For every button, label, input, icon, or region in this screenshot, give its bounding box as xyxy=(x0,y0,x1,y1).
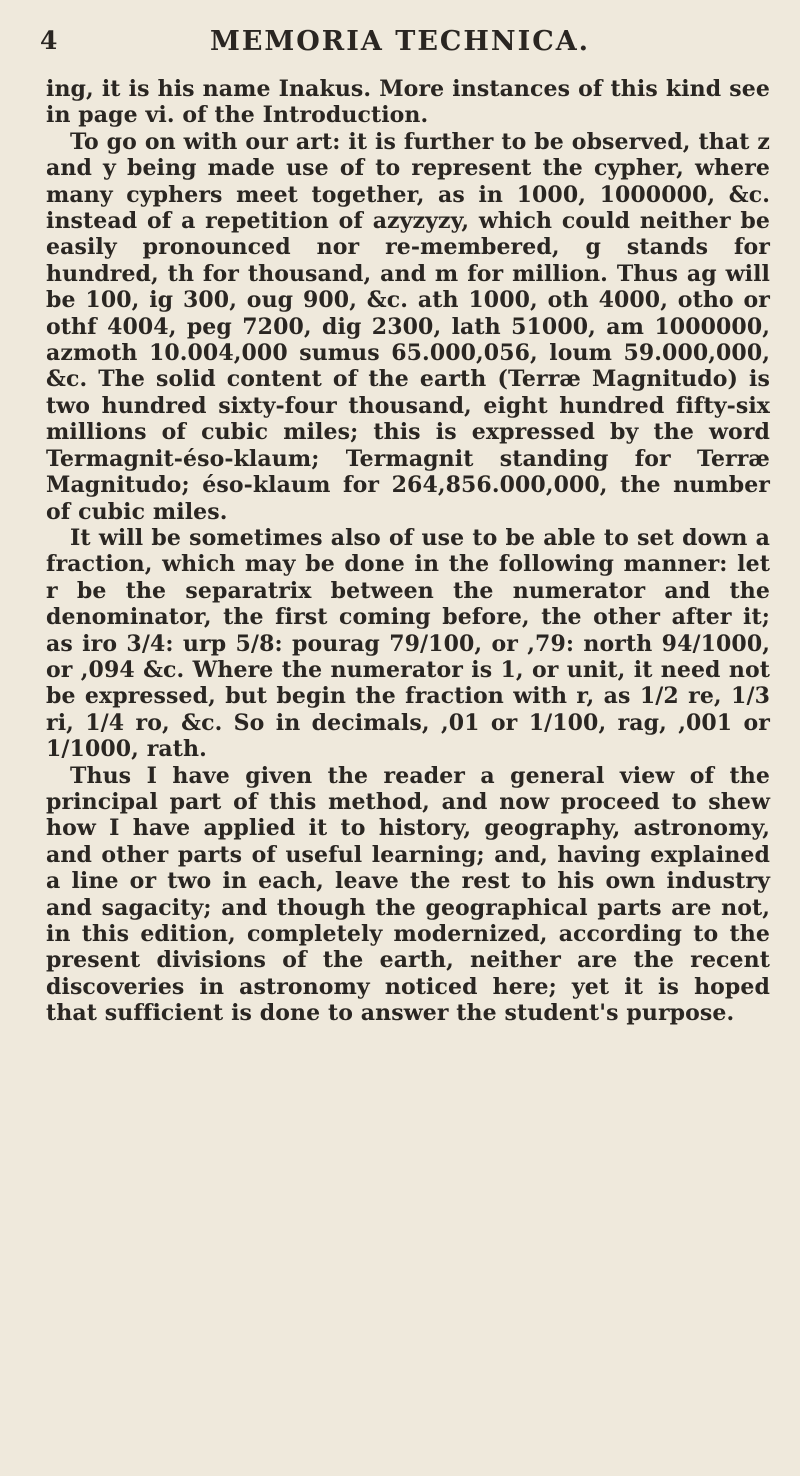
paragraph: It will be sometimes also of use to be able to set down a fraction, which may be done in the following manner: let r be the separatrix between the numerator and the denominator, the first coming before, the other after it; as iro 3/4: urp 5/8: pourag 79/100, or ,79: north 94/1000, or ,094 &c. Where the numerator is 1, or unit, it need not be expressed, but begin the fraction with r, as 1/2 re, 1/3 ri, 1/4 ro, &c. So in decimals, ,01 or 1/100, rag, ,001 or 1/1000, rath. xyxy=(46,524,770,763)
page-header xyxy=(0,26,800,66)
paragraph: Thus I have given the reader a general view of the principal part of this method, and now proceed to shew how I have applied it to history, geography, astronomy, and other parts of useful learning; and, having explained a line or two in each, leave the rest to his own industry and sagacity; and though the geographical parts are not, in this edition, completely modernized, according to the present divisions of the earth, neither are the recent discoveries in astronomy noticed here; yet it is hoped that sufficient is done to answer the student's purpose. xyxy=(46,762,770,1027)
page-number: 4 xyxy=(40,26,58,55)
paragraph: ing, it is his name Inakus. More instances of this kind see in page vi. of the Introduction. xyxy=(46,76,770,129)
page-body xyxy=(46,76,770,1027)
paragraph: To go on with our art: it is further to be observed, that z and y being made use of to represent the cypher, where many cyphers meet together, as in 1000, 1000000, &c. instead of a repetition of azyzyzy, which could neither be easily pronounced nor re-membered, g stands for hundred, th for thousand, and m for million. Thus ag will be 100, ig 300, oug 900, &c. ath 1000, oth 4000, otho or othf 4004, peg 7200, dig 2300, lath 51000, am 1000000, azmoth 10.004,000 sumus 65.000,056, loum 59.000,000, &c. The solid content of the earth (Terræ Magnitudo) is two hundred sixty-four thousand, eight hundred fifty-six millions of cubic miles; this is expressed by the word Termagnit-éso-klaum; Termagnit standing for Terræ Magnitudo; éso-klaum for 264,856.000,000, the number of cubic miles. xyxy=(46,128,770,525)
running-title: MEMORIA TECHNICA. xyxy=(209,26,591,57)
